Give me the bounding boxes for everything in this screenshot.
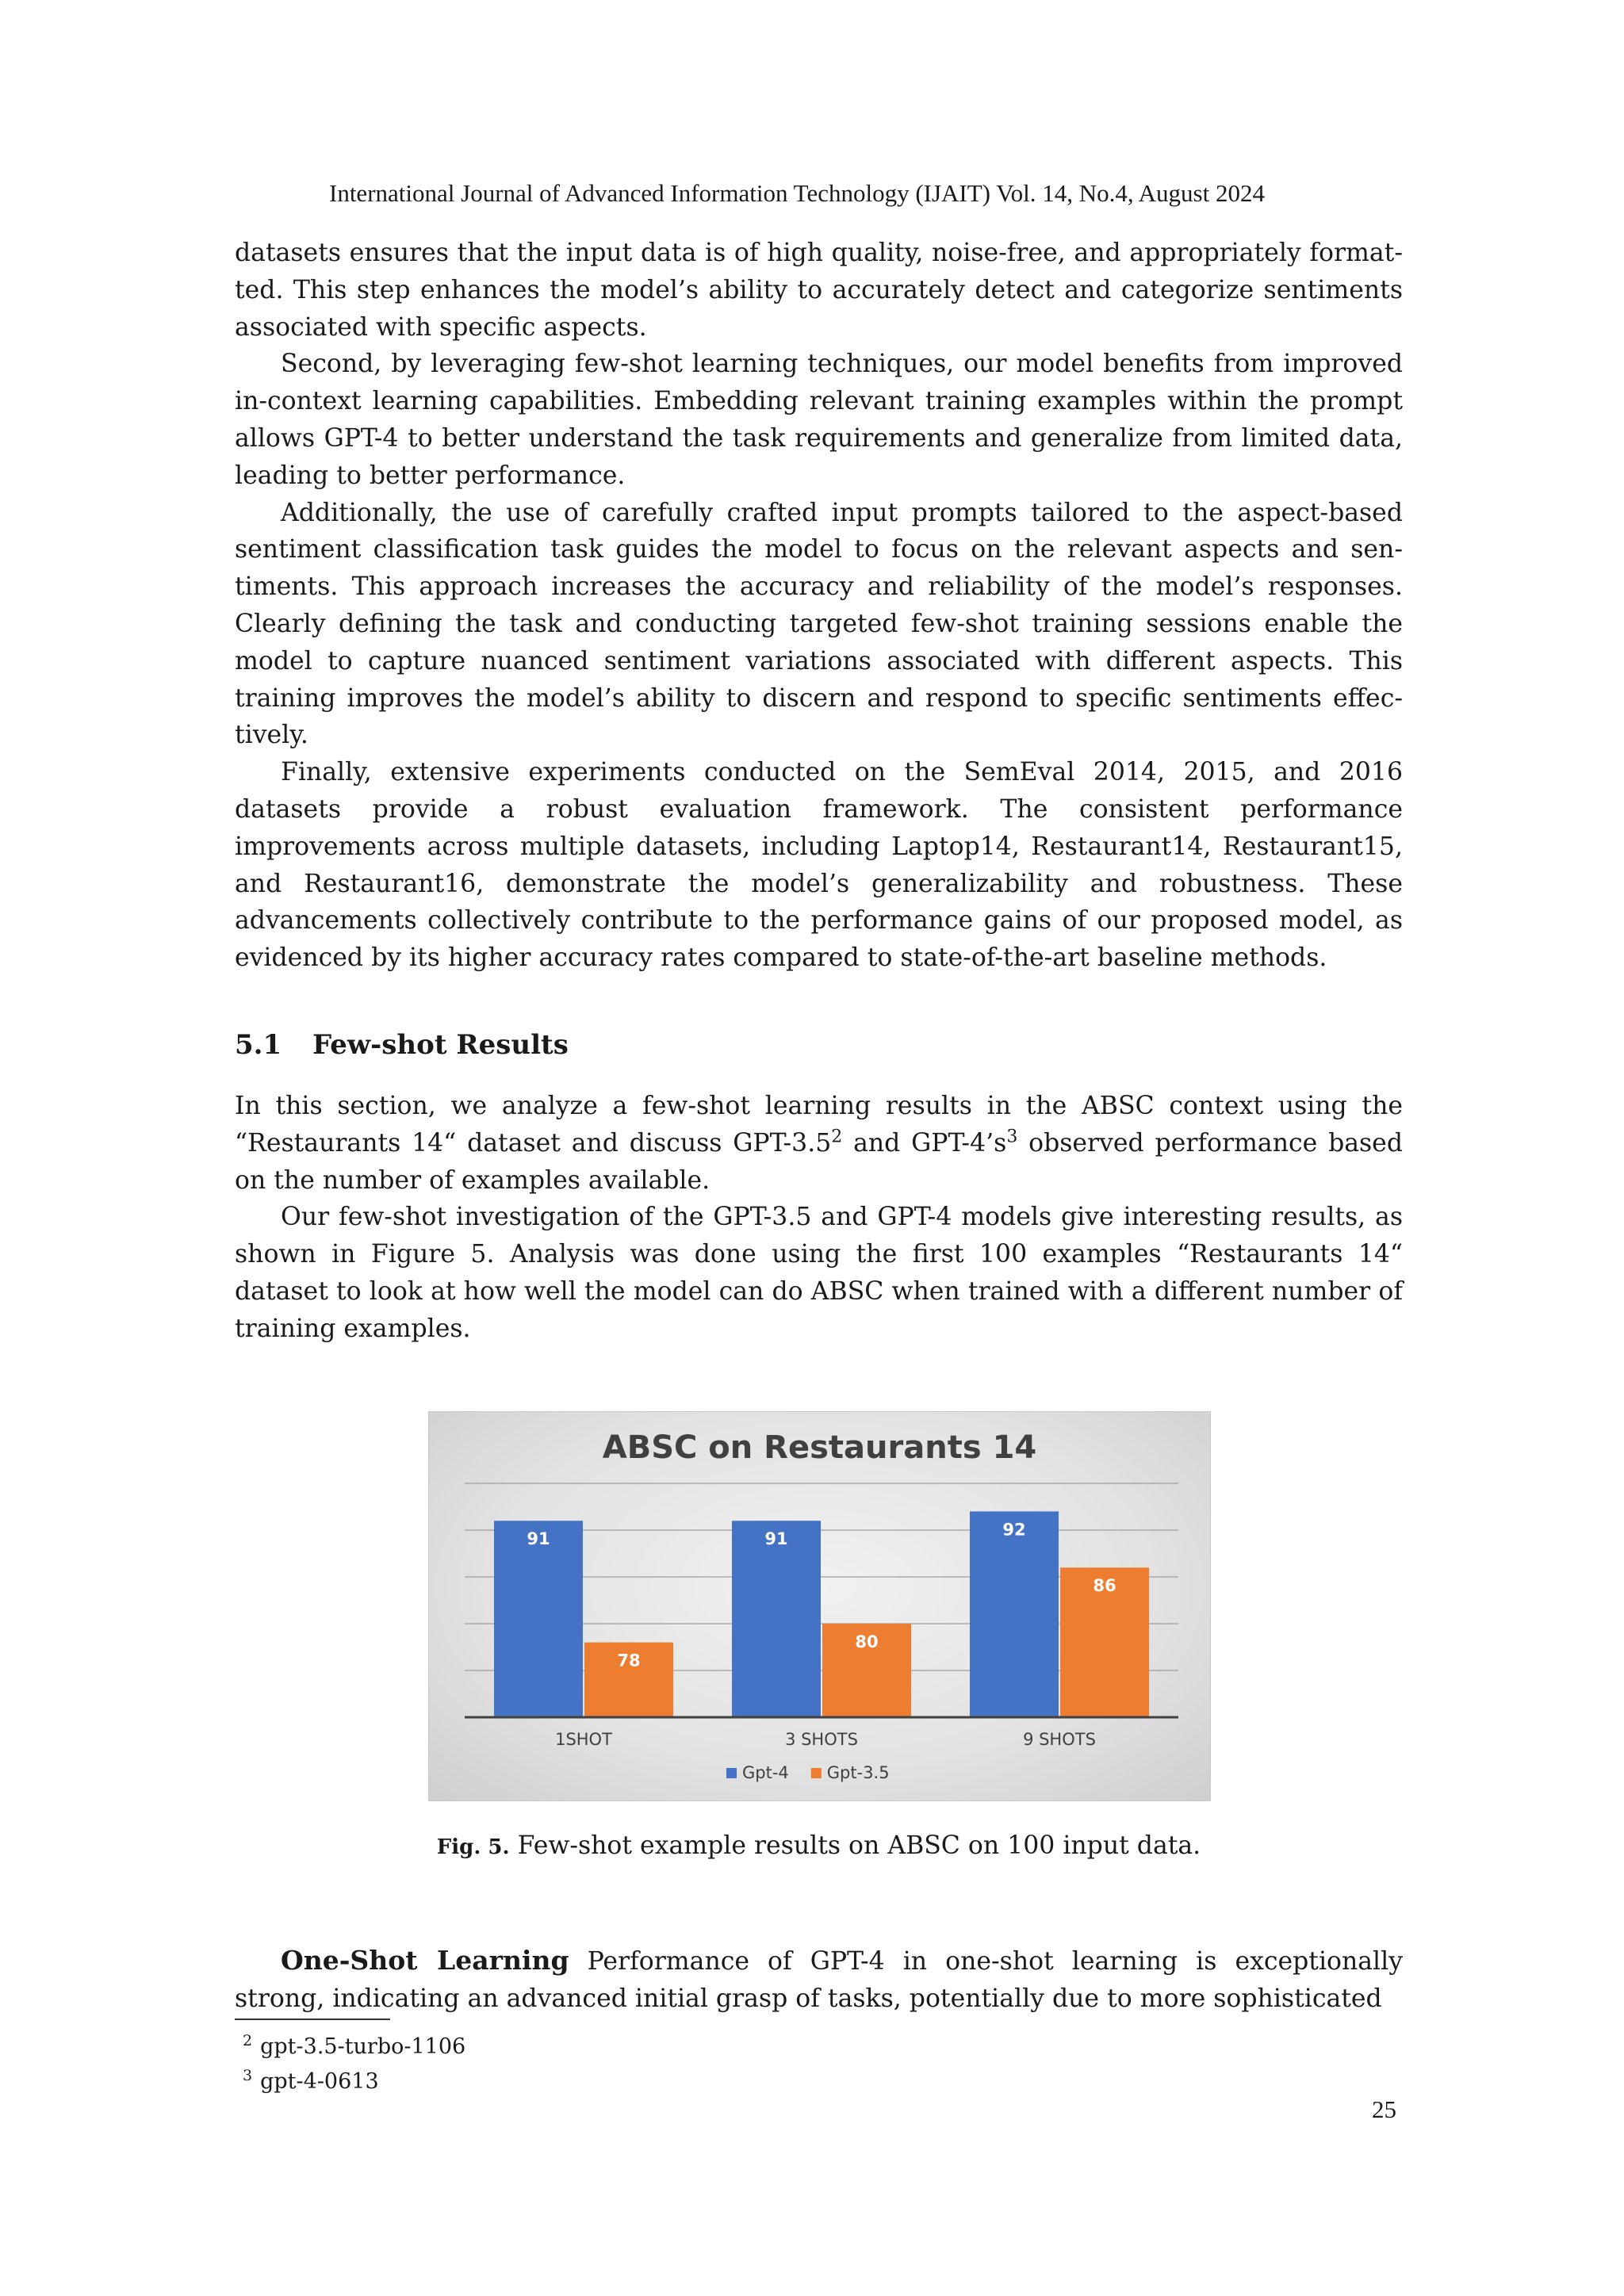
footnote-text-2: gpt-3.5-turbo-1106: [260, 2034, 466, 2059]
bar-chart-svg: [429, 1412, 1210, 1800]
paragraph-3: Additionally, the use of carefully crafted input prompts tailored to the aspect-based sentiment classification task guides the model to focus on the relevant aspects and sentiments. This approach increases the accuracy and reliability of the model’s responses. Clearly defining the task and conducting targeted few-shot training sessions enable the model to capture nuanced sentiment variations associated with different aspects. This training improves the model’s ability to discern and respond to specific sentiments effectively.: [235, 498, 1403, 750]
legend-swatch: [811, 1768, 822, 1778]
data-label: 91: [764, 1529, 788, 1549]
data-label: 91: [527, 1529, 550, 1549]
section-paragraph-1-part-c: observed performance based on the number of examples available.: [235, 1128, 1403, 1195]
one-shot-paragraph-block: [235, 1942, 1403, 2018]
x-tick-label: 1SHOT: [555, 1730, 612, 1749]
section-title-text: Few-shot Results: [312, 1029, 569, 1061]
section-paragraph-1-part-a: In this section, we analyze a few-shot learning results in the ABSC context using the “Restaurants 14“ dataset and discuss GPT-3.5: [235, 1092, 1403, 1158]
footnote-2: [243, 2026, 465, 2061]
legend-label: Gpt-4: [742, 1763, 789, 1782]
footnote-ref-2[interactable]: 2: [831, 1127, 843, 1147]
section-text-block: [235, 1088, 1403, 1348]
section-heading: [235, 1029, 569, 1061]
figure-5-chart: [428, 1411, 1211, 1801]
chart-title: ABSC on Restaurants 14: [602, 1429, 1037, 1466]
bar-gpt-4-1: [494, 1521, 583, 1717]
running-header: International Journal of Advanced Information Technology (IJAIT) Vol. 14, No.4, August 2024: [329, 179, 1265, 207]
legend-swatch: [726, 1768, 737, 1778]
legend-label: Gpt-3.5: [826, 1763, 890, 1782]
section-paragraph-1-part-b: and GPT-4’s: [842, 1128, 1007, 1158]
paragraph-4: Finally, extensive experiments conducted on the SemEval 2014, 2015, and 2016 datasets provide a robust evaluation framework. The consistent performance improvements across multiple datasets, including Laptop14, Restaurant14, Restaurant15, and Restaurant16, demonstrate the model’s generalizability and robustness. These advancements collectively contribute to the performance gains of our proposed model, as evidenced by its higher accuracy rates compared to state-of-the-art baseline methods.: [235, 758, 1403, 973]
footnotes: [243, 2026, 465, 2096]
bar-gpt-4-2: [732, 1521, 821, 1717]
footnote-mark-2: 2: [243, 2032, 253, 2049]
x-tick-label: 9 SHOTS: [1023, 1730, 1096, 1749]
data-label: 78: [617, 1651, 641, 1670]
footnote-mark-3: 3: [243, 2067, 253, 2084]
footnote-rule: [235, 2019, 390, 2020]
caption-label: Fig. 5.: [436, 1835, 510, 1859]
data-label: 86: [1093, 1576, 1116, 1596]
footnote-text-3: gpt-4-0613: [260, 2069, 379, 2094]
section-paragraph-1: [235, 1088, 1403, 1199]
paragraph-1: datasets ensures that the input data is of high quality, noise-free, and appropriately formatted. This step enhances the model’s ability to accurately detect and categorize sentiments associated with specific aspects.: [235, 239, 1403, 342]
caption-text: Few-shot example results on ABSC on 100 input data.: [509, 1831, 1201, 1860]
data-label: 92: [1002, 1520, 1026, 1540]
section-number: 5.1: [235, 1029, 282, 1061]
footnote-3: [243, 2061, 465, 2096]
one-shot-paragraph: [235, 1942, 1403, 2018]
x-tick-label: 3 SHOTS: [785, 1730, 858, 1749]
one-shot-text: Performance of GPT-4 in one-shot learning is exceptionally strong, indicating an advanced initial grasp of tasks, potentially due to more sophisticated: [235, 1947, 1404, 2013]
footnote-ref-3[interactable]: 3: [1006, 1127, 1018, 1147]
figure-caption: [235, 1831, 1403, 1860]
data-label: 80: [855, 1632, 879, 1651]
bar-gpt-4-3: [970, 1511, 1059, 1717]
one-shot-runin-heading: One-Shot Learning: [281, 1945, 569, 1976]
intro-text-block: [235, 235, 1403, 977]
section-paragraph-2: Our few-shot investigation of the GPT-3.5 and GPT-4 models give interesting results, as shown in Figure 5. Analysis was done using the first 100 examples “Restaurants 14“ dataset to look at how well the model can do ABSC when trained with a different number of training examples.: [235, 1203, 1403, 1343]
page-number: 25: [1372, 2095, 1396, 2123]
paragraph-2: Second, by leveraging few-shot learning techniques, our model benefits from improved in-context learning capabilities. Embedding relevant training examples within the prompt allows GPT-4 to better understand the task requirements and generalize from limited data, leading to better performance.: [235, 350, 1403, 490]
